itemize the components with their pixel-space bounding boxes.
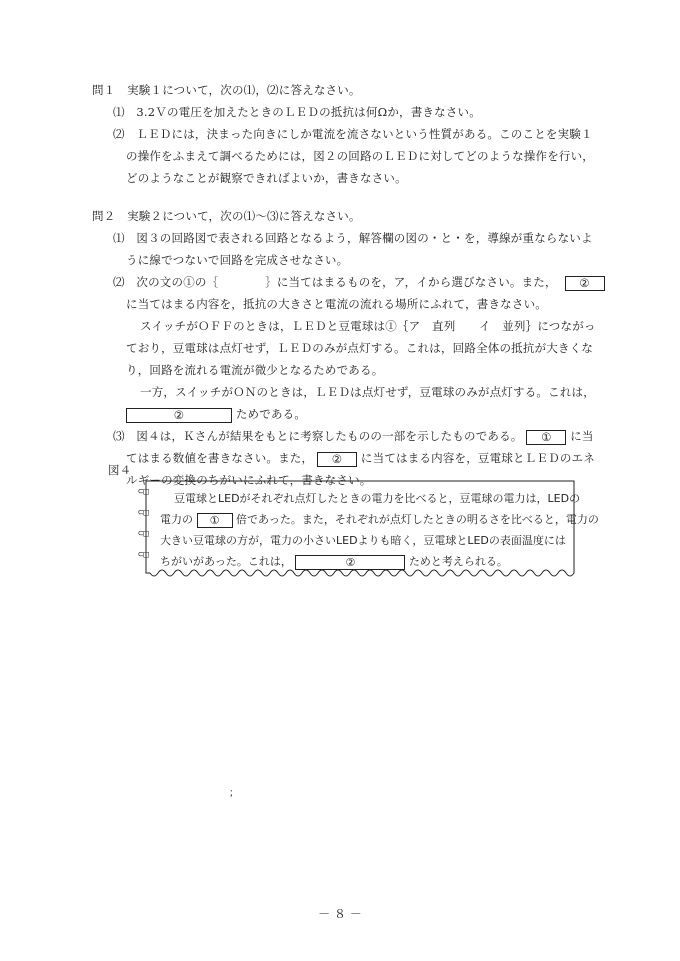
blank-box-2 bbox=[565, 276, 605, 291]
q2-part2-line2: に当てはまる内容を，抵抗の大きさと電流の流れる場所にふれて，書きなさい。 bbox=[126, 297, 547, 311]
q1-part2-line3: どのようなことが観察できればよいか，書きなさい。 bbox=[126, 171, 407, 185]
q2-part3-line2 bbox=[126, 450, 595, 467]
q2-part3-line1 bbox=[113, 428, 594, 445]
q2-part2-brace: ｛ ｝ bbox=[206, 275, 277, 289]
blank-mark-2: ② bbox=[345, 555, 356, 569]
q2-part1-line1: ⑴ 図３の回路図で表される回路となるよう，解答欄の図の・と・を，導線が重ならないよ bbox=[113, 231, 593, 245]
q2-part3-line3: ルギーの変換のちがいにふれて，書きなさい。 bbox=[126, 473, 372, 487]
blank-mark-2: ② bbox=[579, 275, 590, 290]
q1-header: 問１ 実験１について，次の⑴，⑵に答えなさい。 bbox=[92, 83, 361, 97]
q2-part3-intro-tail: に当 bbox=[570, 429, 594, 443]
q2-part1-line2: うに線でつないで回路を完成させなさい。 bbox=[126, 253, 349, 267]
q2-part2-line3: スイッチがＯＦＦのときは，ＬＥＤと豆電球は①｛ア 直列 イ 並列｝につながっ bbox=[140, 319, 596, 333]
figure4-line4 bbox=[160, 554, 508, 570]
q2-part2-line1 bbox=[113, 274, 605, 291]
figure4-line2-b: 倍であった。また，それぞれが点灯したときの明るさを比べると，電力の bbox=[236, 513, 599, 526]
q2-part2-line4: ており，豆電球は点灯せず，ＬＥＤのみが点灯する。これは，回路全体の抵抗が大きくな bbox=[126, 341, 594, 355]
blank-mark-2: ② bbox=[173, 407, 185, 422]
ring-binding-icon: ⊂□ bbox=[138, 529, 149, 539]
blank-mark-1: ① bbox=[541, 429, 552, 444]
figure4-line1: 豆電球とLEDがそれぞれ点灯したときの電力を比べると，豆電球の電力は，LEDの bbox=[174, 492, 581, 505]
q1-part2-line2: の操作をふまえて調べるためには，図２の回路のＬＥＤに対してどのような操作を行い， bbox=[126, 149, 594, 163]
figure4-line2-a: 電力の bbox=[160, 513, 193, 526]
q2-part3-line2-b: に当てはまる内容を，豆電球とＬＥＤのエネ bbox=[360, 451, 595, 465]
page-number: － ８ － bbox=[318, 907, 362, 921]
figure4-line4-b: ためと考えられる。 bbox=[408, 555, 508, 568]
q2-part2-intro: ⑵ 次の文の①の bbox=[113, 275, 207, 289]
ring-binding-icon: ⊂□ bbox=[138, 487, 149, 497]
blank-mark-1: ① bbox=[209, 513, 220, 527]
q2-part3-line2-a: てはまる数値を書きなさい。また， bbox=[126, 451, 314, 465]
q2-part2-line6: 一方，スイッチがＯＮのときは，ＬＥＤは点灯せず，豆電球のみが点灯する。これは， bbox=[140, 385, 595, 399]
figure4-line4-a: ちがいがあった。これは， bbox=[160, 555, 292, 568]
figure4-line3: 大きい豆電球の方が，電力の小さいLEDよりも暗く，豆電球とLEDの表面温度には bbox=[160, 534, 566, 547]
blank-mark-2: ② bbox=[331, 451, 343, 466]
stray-mark: ； bbox=[229, 788, 239, 799]
ring-binding-icon: ⊂□ bbox=[138, 508, 149, 518]
blank-box-1 bbox=[526, 430, 566, 445]
q1-part1: ⑴ 3.2Ｖの電圧を加えたときのＬＥＤの抵抗は何Ωか，書きなさい。 bbox=[113, 105, 481, 119]
blank-box-2-wide bbox=[126, 408, 232, 423]
q2-part2-line7 bbox=[126, 406, 306, 423]
blank-box-2 bbox=[317, 452, 357, 467]
q2-part2-line5: り，回路を流れる電流が微少となるためである。 bbox=[126, 363, 384, 377]
q2-header: 問２ 実験２について，次の⑴～⑶に答えなさい。 bbox=[92, 209, 361, 223]
ring-binding-icon: ⊂□ bbox=[138, 550, 149, 560]
q2-part3-intro: ⑶ 図４は，Ｋさんが結果をもとに考察したものの一部を示したものである。 bbox=[113, 429, 523, 443]
q1-part2-line1: ⑵ ＬＥＤには，決まった向きにしか電流を流さないという性質がある。このことを実験１ bbox=[113, 127, 593, 141]
figure4-blank-2 bbox=[295, 555, 405, 570]
figure4-notebook bbox=[138, 477, 599, 585]
q2-part2-instruction: に当てはまるものを，ア，イから選びなさい。また， bbox=[276, 275, 557, 289]
q2-part2-line7-tail: ためである。 bbox=[235, 407, 307, 421]
figure4-label: 図４ bbox=[108, 463, 132, 477]
figure4-blank-1 bbox=[197, 513, 233, 528]
figure4-line2 bbox=[160, 512, 599, 528]
